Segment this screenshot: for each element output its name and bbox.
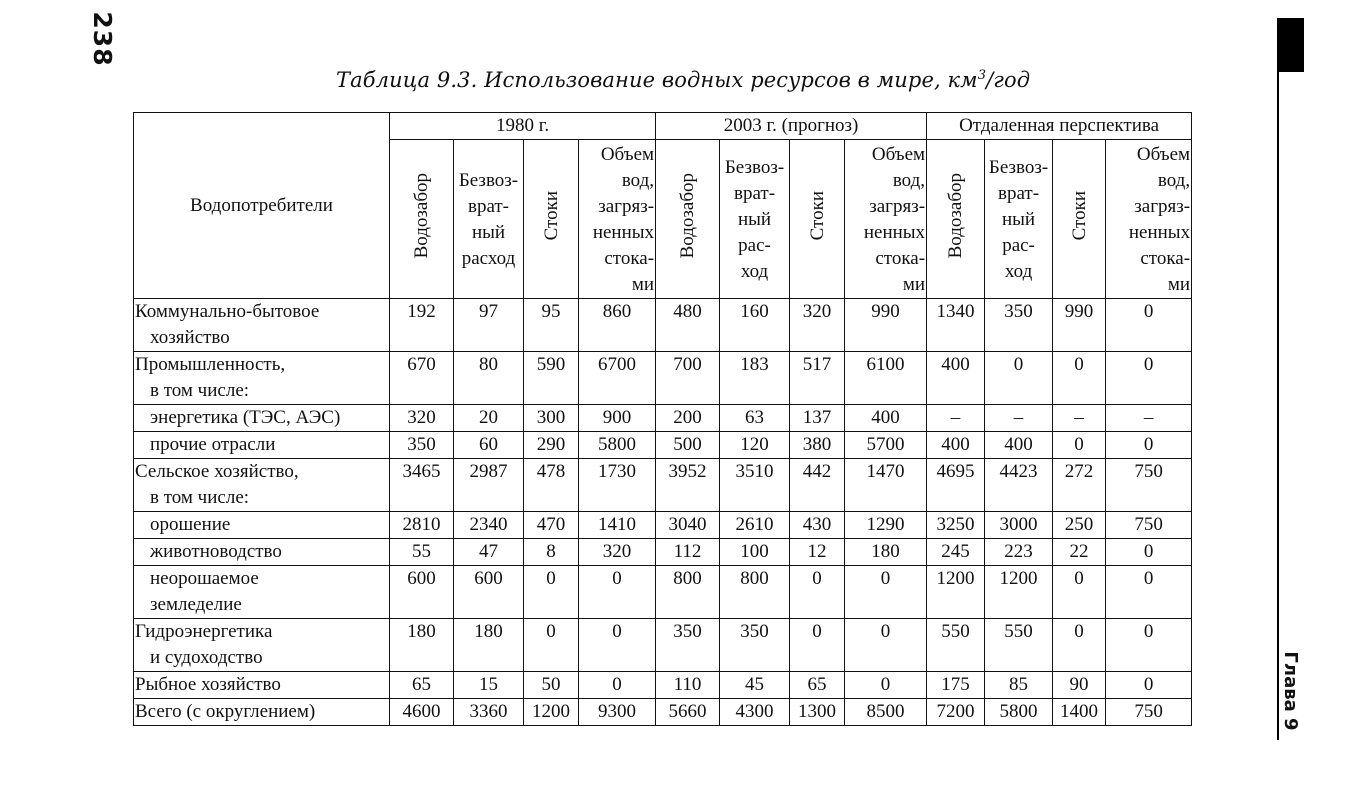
row-label-line: Гидроэнергетика [135,621,273,642]
value-cell: 97 [454,299,524,352]
value-cell: 180 [845,539,927,566]
table-title-superscript: 3 [977,68,987,83]
value-cell: 272 [1053,459,1106,512]
table-row [134,672,1192,699]
value-cell: 2340 [454,512,524,539]
polluted-volume-header-2003 [845,140,927,299]
header-line: стока- [1140,248,1191,269]
value-cell: 2610 [720,512,790,539]
header-line: ми [1167,274,1191,295]
value-cell: 0 [985,352,1053,405]
value-cell: 3952 [656,459,720,512]
value-cell: 9300 [579,699,656,726]
row-label-line: в том числе: [150,380,250,401]
value-cell: 750 [1106,512,1192,539]
value-cell: – [985,405,1053,432]
header-line: ми [902,274,926,295]
header-line: ход [1004,261,1033,282]
value-cell: 750 [1106,699,1192,726]
value-cell: 110 [656,672,720,699]
header-line: ненных [1128,222,1191,243]
value-cell: 1200 [927,566,985,619]
row-label-line: и судоходство [150,647,263,668]
value-cell: 800 [720,566,790,619]
value-cell: 800 [656,566,720,619]
irrecoverable-header-future [985,140,1053,299]
value-cell: 380 [790,432,845,459]
row-label-line: земледелие [150,594,242,615]
polluted-volume-header-future [1106,140,1192,299]
header-line: врат- [734,183,776,204]
value-cell: 120 [720,432,790,459]
value-cell: 0 [1053,566,1106,619]
value-cell: 2810 [390,512,454,539]
header-line: вод, [892,170,926,191]
value-cell: 5800 [985,699,1053,726]
header-line: рас- [738,235,771,256]
value-cell: 55 [390,539,454,566]
value-cell: 175 [927,672,985,699]
value-cell: 0 [1053,619,1106,672]
header-line: загряз- [869,196,926,217]
value-cell: 0 [1106,566,1192,619]
table-row [134,619,1192,672]
value-cell: 180 [454,619,524,672]
table-row [134,459,1192,512]
value-cell: 90 [1053,672,1106,699]
intake-header-future [927,140,985,299]
header-line: Объем [871,144,926,165]
row-label-line: Коммунально-бытовое [135,301,320,322]
value-cell: 0 [845,566,927,619]
value-cell: – [927,405,985,432]
row-label-line: Промышленность, [135,354,286,375]
header-line: загряз- [1134,196,1191,217]
period-1980-header: 1980 г. [390,113,656,140]
runoff-header-future [1053,140,1106,299]
header-line: загряз- [598,196,655,217]
water-use-table [133,112,1192,726]
value-cell: 63 [720,405,790,432]
value-cell: 320 [790,299,845,352]
runoff-header-text: Стоки [540,191,562,241]
value-cell: 750 [1106,459,1192,512]
value-cell: 183 [720,352,790,405]
header-line: ход [740,261,769,282]
intake-header-text: Водозабор [411,173,432,259]
header-line: врат- [998,183,1040,204]
runoff-header-2003 [790,140,845,299]
header-line: вод, [1157,170,1191,191]
row-label [134,432,390,459]
value-cell: 12 [790,539,845,566]
header-line: вод, [621,170,655,191]
value-cell: 442 [790,459,845,512]
value-cell: 0 [790,566,845,619]
value-cell: 95 [524,299,579,352]
value-cell: 1200 [524,699,579,726]
period-2003-header: 2003 г. (прогноз) [656,113,927,140]
value-cell: 200 [656,405,720,432]
polluted-volume-header-1980 [579,140,656,299]
value-cell: 670 [390,352,454,405]
value-cell: 50 [524,672,579,699]
irrecoverable-header-1980 [454,140,524,299]
value-cell: 400 [927,432,985,459]
header-line: ми [631,274,655,295]
row-label [134,699,390,726]
row-label-line: энергетика (ТЭС, АЭС) [150,407,341,428]
table-row [134,432,1192,459]
row-label [134,539,390,566]
row-label-line: Сельское хозяйство, [135,461,299,482]
value-cell: 350 [720,619,790,672]
value-cell: 600 [454,566,524,619]
runoff-header-text: Стоки [1068,191,1090,241]
value-cell: 5700 [845,432,927,459]
header-line: врат- [467,196,510,217]
row-label [134,512,390,539]
header-line: Безвоз- [458,170,519,191]
value-cell: 900 [579,405,656,432]
value-cell: 8500 [845,699,927,726]
row-label-line: в том числе: [150,487,250,508]
value-cell: 517 [790,352,845,405]
value-cell: 0 [845,619,927,672]
value-cell: 1300 [790,699,845,726]
table-title-unit: /год [986,68,1031,92]
value-cell: 0 [1106,299,1192,352]
value-cell: 22 [1053,539,1106,566]
value-cell: 0 [1106,539,1192,566]
row-label-line: орошение [150,514,231,535]
value-cell: 300 [524,405,579,432]
table-row [134,352,1192,405]
value-cell: 0 [1053,352,1106,405]
value-cell: 245 [927,539,985,566]
value-cell: 400 [927,352,985,405]
value-cell: 3250 [927,512,985,539]
value-cell: 1290 [845,512,927,539]
value-cell: 47 [454,539,524,566]
table-row [134,512,1192,539]
value-cell: 430 [790,512,845,539]
value-cell: 160 [720,299,790,352]
table-title [336,68,1030,92]
row-label-line: хозяйство [150,327,230,348]
value-cell: 100 [720,539,790,566]
header-line: стока- [875,248,926,269]
runoff-header-text: Стоки [806,191,828,241]
value-cell: 320 [579,539,656,566]
table-row [134,539,1192,566]
value-cell: 65 [790,672,845,699]
value-cell: 590 [524,352,579,405]
value-cell: 478 [524,459,579,512]
value-cell: 0 [579,672,656,699]
value-cell: 0 [579,566,656,619]
value-cell: 5660 [656,699,720,726]
value-cell: 4300 [720,699,790,726]
value-cell: 60 [454,432,524,459]
value-cell: 350 [985,299,1053,352]
value-cell: 7200 [927,699,985,726]
value-cell: 223 [985,539,1053,566]
row-label [134,619,390,672]
header-line: ненных [592,222,655,243]
value-cell: – [1053,405,1106,432]
table-row [134,405,1192,432]
row-label-line: животноводство [150,541,282,562]
table-row [134,299,1192,352]
value-cell: 80 [454,352,524,405]
value-cell: 700 [656,352,720,405]
value-cell: 350 [656,619,720,672]
value-cell: 500 [656,432,720,459]
header-line: рас- [1002,235,1035,256]
value-cell: 6100 [845,352,927,405]
value-cell: 0 [1106,619,1192,672]
header-line: Безвоз- [724,157,785,178]
value-cell: 45 [720,672,790,699]
value-cell: 400 [985,432,1053,459]
value-cell: 3040 [656,512,720,539]
value-cell: 4423 [985,459,1053,512]
value-cell: 3000 [985,512,1053,539]
value-cell: 350 [390,432,454,459]
value-cell: 65 [390,672,454,699]
value-cell: 1400 [1053,699,1106,726]
value-cell: 20 [454,405,524,432]
header-line: Безвоз- [988,157,1049,178]
value-cell: 192 [390,299,454,352]
value-cell: 15 [454,672,524,699]
table-title-main: Таблица 9.3. Использование водных ресурсов в мире, км [336,68,978,92]
value-cell: 8 [524,539,579,566]
value-cell: 3510 [720,459,790,512]
consumers-header: Водопотребители [134,113,390,299]
row-label-line: неорошаемое [150,568,259,589]
value-cell: 0 [524,566,579,619]
header-line: ный [737,209,772,230]
value-cell: 3360 [454,699,524,726]
value-cell: 400 [845,405,927,432]
value-cell: 480 [656,299,720,352]
value-cell: 990 [845,299,927,352]
value-cell: 600 [390,566,454,619]
value-cell: – [1106,405,1192,432]
runoff-header-1980 [524,140,579,299]
header-line: ный [1001,209,1036,230]
value-cell: 0 [845,672,927,699]
value-cell: 860 [579,299,656,352]
header-line: Объем [1136,144,1191,165]
value-cell: 1410 [579,512,656,539]
value-cell: 3465 [390,459,454,512]
intake-header-2003 [656,140,720,299]
value-cell: 4600 [390,699,454,726]
header-line: ный [471,222,506,243]
value-cell: 2987 [454,459,524,512]
row-label [134,459,390,512]
value-cell: 180 [390,619,454,672]
chapter-tab-marker [1277,18,1304,72]
table-row [134,566,1192,619]
value-cell: 550 [927,619,985,672]
page-number: 238 [88,11,118,67]
value-cell: 5800 [579,432,656,459]
row-label [134,566,390,619]
value-cell: 4695 [927,459,985,512]
row-label-line: Всего (с округлением) [135,701,316,722]
chapter-label: Глава 9 [1280,651,1302,731]
value-cell: 290 [524,432,579,459]
value-cell: 470 [524,512,579,539]
value-cell: 0 [579,619,656,672]
value-cell: 112 [656,539,720,566]
header-line: ненных [863,222,926,243]
value-cell: 1340 [927,299,985,352]
intake-header-1980 [390,140,454,299]
table-row [134,699,1192,726]
row-label [134,405,390,432]
value-cell: 0 [1106,672,1192,699]
irrecoverable-header-2003 [720,140,790,299]
period-future-header: Отдаленная перспектива [927,113,1192,140]
value-cell: 85 [985,672,1053,699]
header-line: Объем [600,144,655,165]
value-cell: 1470 [845,459,927,512]
value-cell: 1730 [579,459,656,512]
value-cell: 0 [524,619,579,672]
value-cell: 0 [1053,432,1106,459]
value-cell: 250 [1053,512,1106,539]
value-cell: 550 [985,619,1053,672]
header-line: расход [461,248,516,269]
row-label-line: Рыбное хозяйство [135,674,281,695]
intake-header-text: Водозабор [945,173,967,259]
row-label [134,352,390,405]
header-line: стока- [604,248,655,269]
row-label [134,672,390,699]
value-cell: 6700 [579,352,656,405]
value-cell: 0 [1106,352,1192,405]
value-cell: 137 [790,405,845,432]
value-cell: 0 [1106,432,1192,459]
row-label [134,299,390,352]
value-cell: 990 [1053,299,1106,352]
value-cell: 0 [790,619,845,672]
intake-header-text: Водозабор [677,173,699,259]
value-cell: 320 [390,405,454,432]
value-cell: 1200 [985,566,1053,619]
row-label-line: прочие отрасли [150,434,276,455]
